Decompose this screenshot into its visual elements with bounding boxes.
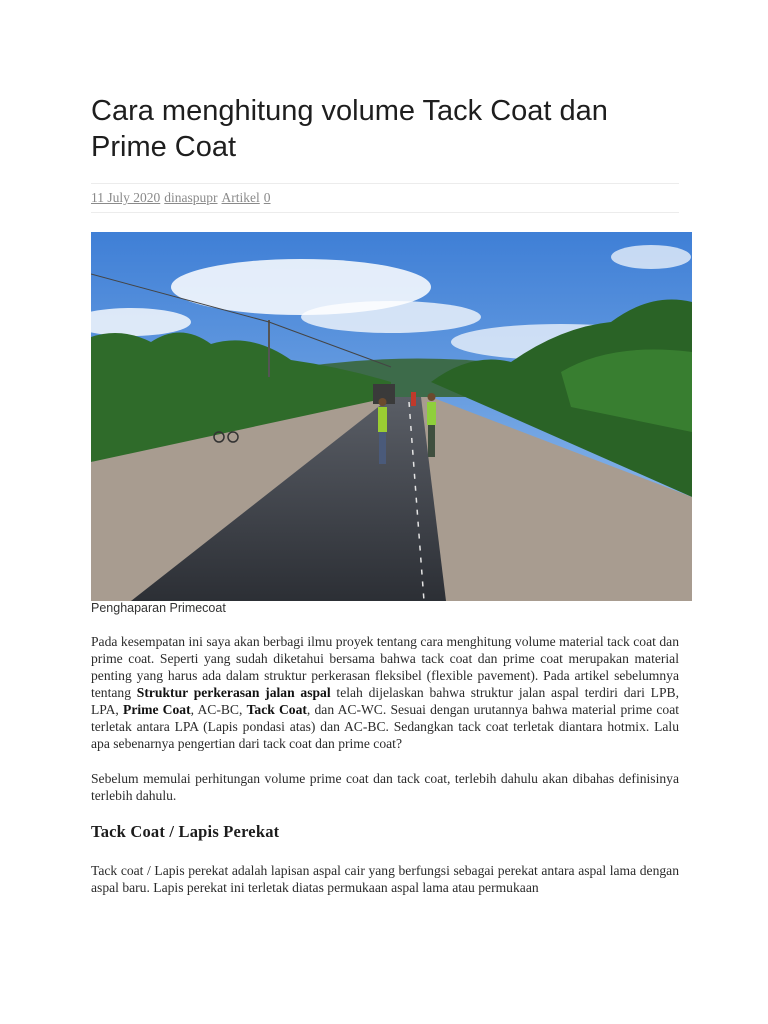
- road-photo-illustration: [91, 232, 692, 601]
- featured-photo: [91, 232, 692, 601]
- paragraph-intro: [91, 633, 679, 752]
- link-struktur-perkerasan[interactable]: Struktur perkerasan jalan aspal: [136, 685, 331, 700]
- bold-prime-coat: Prime Coat: [123, 702, 191, 717]
- post-comments-link[interactable]: 0: [263, 190, 271, 205]
- post-meta: [91, 183, 679, 213]
- post-author-link[interactable]: dinaspupr: [164, 190, 218, 205]
- paragraph-before-calc: Sebelum memulai perhitungan volume prime coat dan tack coat, terlebih dahulu akan dibahas definisinya terlebih dahulu.: [91, 771, 679, 803]
- post-category-link[interactable]: Artikel: [221, 190, 260, 205]
- paragraph-tack-coat-definition: Tack coat / Lapis perekat adalah lapisan aspal cair yang berfungsi sebagai perekat antara aspal lama dengan aspal baru. Lapis perekat ini terletak diatas permukaan aspal lama atau permukaan: [91, 863, 679, 895]
- intro-text-3: , AC-BC,: [190, 702, 247, 717]
- intro-text-1: Pada kesempatan ini saya akan berbagi ilmu proyek tentang cara menghitung volume material tack coat dan prime coat. Seperti yang sudah diketahui bersama bahwa tack coat dan prime coat merupakan material penting yang harus ada dalam struktur perkerasan fleksibel (flexible pavement). Pada artikel sebelumnya tentang: [91, 634, 679, 700]
- bold-tack-coat: Tack Coat: [246, 702, 307, 717]
- article-title: Cara menghitung volume Tack Coat dan Prime Coat: [91, 95, 608, 163]
- article-body: [91, 633, 679, 914]
- section-heading-tack-coat: Tack Coat / Lapis Perekat: [91, 822, 280, 841]
- photo-caption: Penghaparan Primecoat: [91, 601, 226, 615]
- intro-text-2: telah dijelaskan bahwa struktur jalan aspal terdiri dari LPB, LPA,: [91, 685, 679, 717]
- post-date-link[interactable]: 11 July 2020: [91, 190, 161, 205]
- intro-text-4: , dan AC-WC. Sesuai dengan urutannya bahwa material prime coat terletak antara LPA (Lapis pondasi atas) dan AC-BC. Sedangkan tack coat terletak diantara hotmix. Lalu apa sebenarnya pengertian dari tack coat dan prime coat?: [91, 702, 680, 751]
